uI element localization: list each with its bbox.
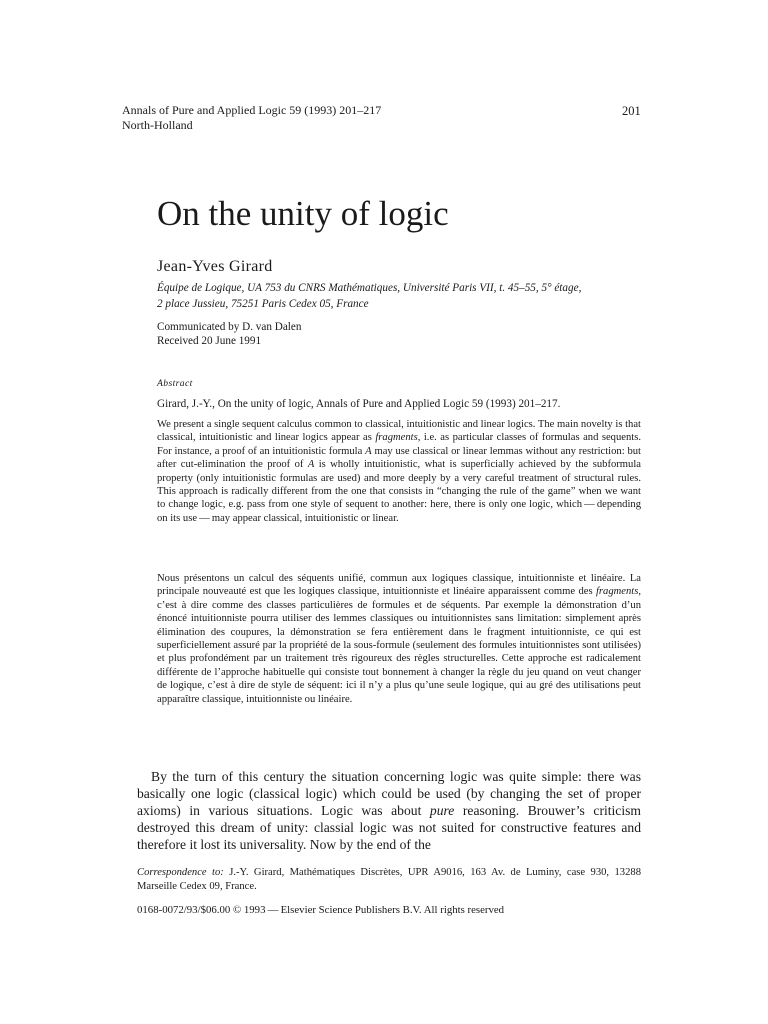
author-affiliation <box>157 280 581 312</box>
page-number: 201 <box>622 104 641 118</box>
abstract-english-text: may use classical or linear lemmas without any restriction: but after cut-elimination the proof of <box>157 445 642 471</box>
journal-name-line: Annals of Pure and Applied Logic 59 (1993) 201–217 <box>122 103 382 117</box>
formula-variable: A <box>365 445 372 457</box>
abstract-english-text: We present a single sequent calculus common to classical, intuitionistic and linear logics. The main novelty is that classical, intuitionistic and linear logics appear as <box>157 419 641 444</box>
abstract-english-emphasis: fragments <box>375 432 418 444</box>
abstract-french-text: , c’est à dire comme des classes particulières de formules et de séquents. Par exemple la démonstration d’un énoncé intuitionniste pourra utiliser des lemmes classiques ou intuitionnistes sans limitation: simplement après élimination des coupures, la démonstration se fera entièrement dans le fragment intuitionniste, ce qui est superficiellement assuré par la propriété de la sous-formule (seulement des formules intuitionnistes sont utilisées) et plus profondément par un traitement très rigoureux des règles structurelles. Cette approche est radicalement différente de l’approche habituelle qui consiste tout bonnement à changer la règle du jeu quand on veut changer de logique, c’est à dire de style de séquent: ici il n’y a plus qu’une seule logique, qui au gré des utilisations peut apparaître classique, intuitionniste ou linéaire. <box>157 586 641 705</box>
author-name: Jean-Yves Girard <box>157 258 273 275</box>
abstract-french <box>157 572 641 706</box>
abstract-english-text: , i.e. as particular classes of formulas and sequents. For instance, a proof of an intuitionistic formula <box>157 432 641 457</box>
abstract-french-text: Nous présentons un calcul des séquents unifié, commun aux logiques classique, intuitionniste et linéaire. La principale nouveauté est que les logiques classique, intuitionniste et linéaire apparaissent comme des <box>157 573 641 598</box>
affiliation-line-1: Équipe de Logique, UA 753 du CNRS Mathématiques, Université Paris VII, t. 45–55, 5° étage, <box>157 282 582 294</box>
correspondence-footnote <box>137 866 641 894</box>
publisher-line: North-Holland <box>122 118 193 132</box>
body-text: reasoning. Brouwer’s criticism destroyed this dream of unity: classial logic was not suited for constructive features and therefore it lost its universality. Now by the end of the <box>137 803 641 853</box>
affiliation-line-2: 2 place Jussieu, 75251 Paris Cedex 05, France <box>157 298 369 310</box>
abstract-english <box>157 418 641 525</box>
abstract-french-emphasis: fragments <box>595 586 639 598</box>
editorial-info <box>157 320 301 348</box>
journal-citation-header <box>122 103 381 133</box>
footnote-text: J.-Y. Girard, Mathématiques Discrètes, UPR A9016, 163 Av. de Luminy, case 930, 13288 Marseille Cedex 09, France. <box>137 867 641 892</box>
abstract-english-text: is wholly intuitionistic, what is superficially achieved by the subformula property (only intuitionistic formulas are used) and more deeply by a very careful treatment of structural rules. This approach is radically different from the one that consists in “changing the rule of the game” when we want to change logic, e.g. pass from one style of sequent to another: here, there is only one logic, which — depending on its use — may appear classical, intuitionistic or linear. <box>157 459 641 524</box>
abstract-heading: Abstract <box>157 378 193 389</box>
footnote-label: Correspondence to: <box>137 867 224 878</box>
received-date: Received 20 June 1991 <box>157 335 262 347</box>
body-text: By the turn of this century the situation concerning logic was quite simple: there was basically one logic (classical logic) which could be used (by changing the set of proper axioms) in various situations. Logic was about <box>137 769 641 819</box>
abstract-citation: Girard, J.-Y., On the unity of logic, Annals of Pure and Applied Logic 59 (1993) 201–217. <box>157 398 561 410</box>
copyright-line: 0168-0072/93/$06.00 © 1993 — Elsevier Science Publishers B.V. All rights reserved <box>137 904 505 916</box>
communicated-by: Communicated by D. van Dalen <box>157 321 302 333</box>
body-paragraph <box>137 768 641 853</box>
body-emphasis: pure <box>429 803 455 819</box>
formula-variable: A <box>307 459 315 471</box>
paper-title: On the unity of logic <box>157 194 449 233</box>
